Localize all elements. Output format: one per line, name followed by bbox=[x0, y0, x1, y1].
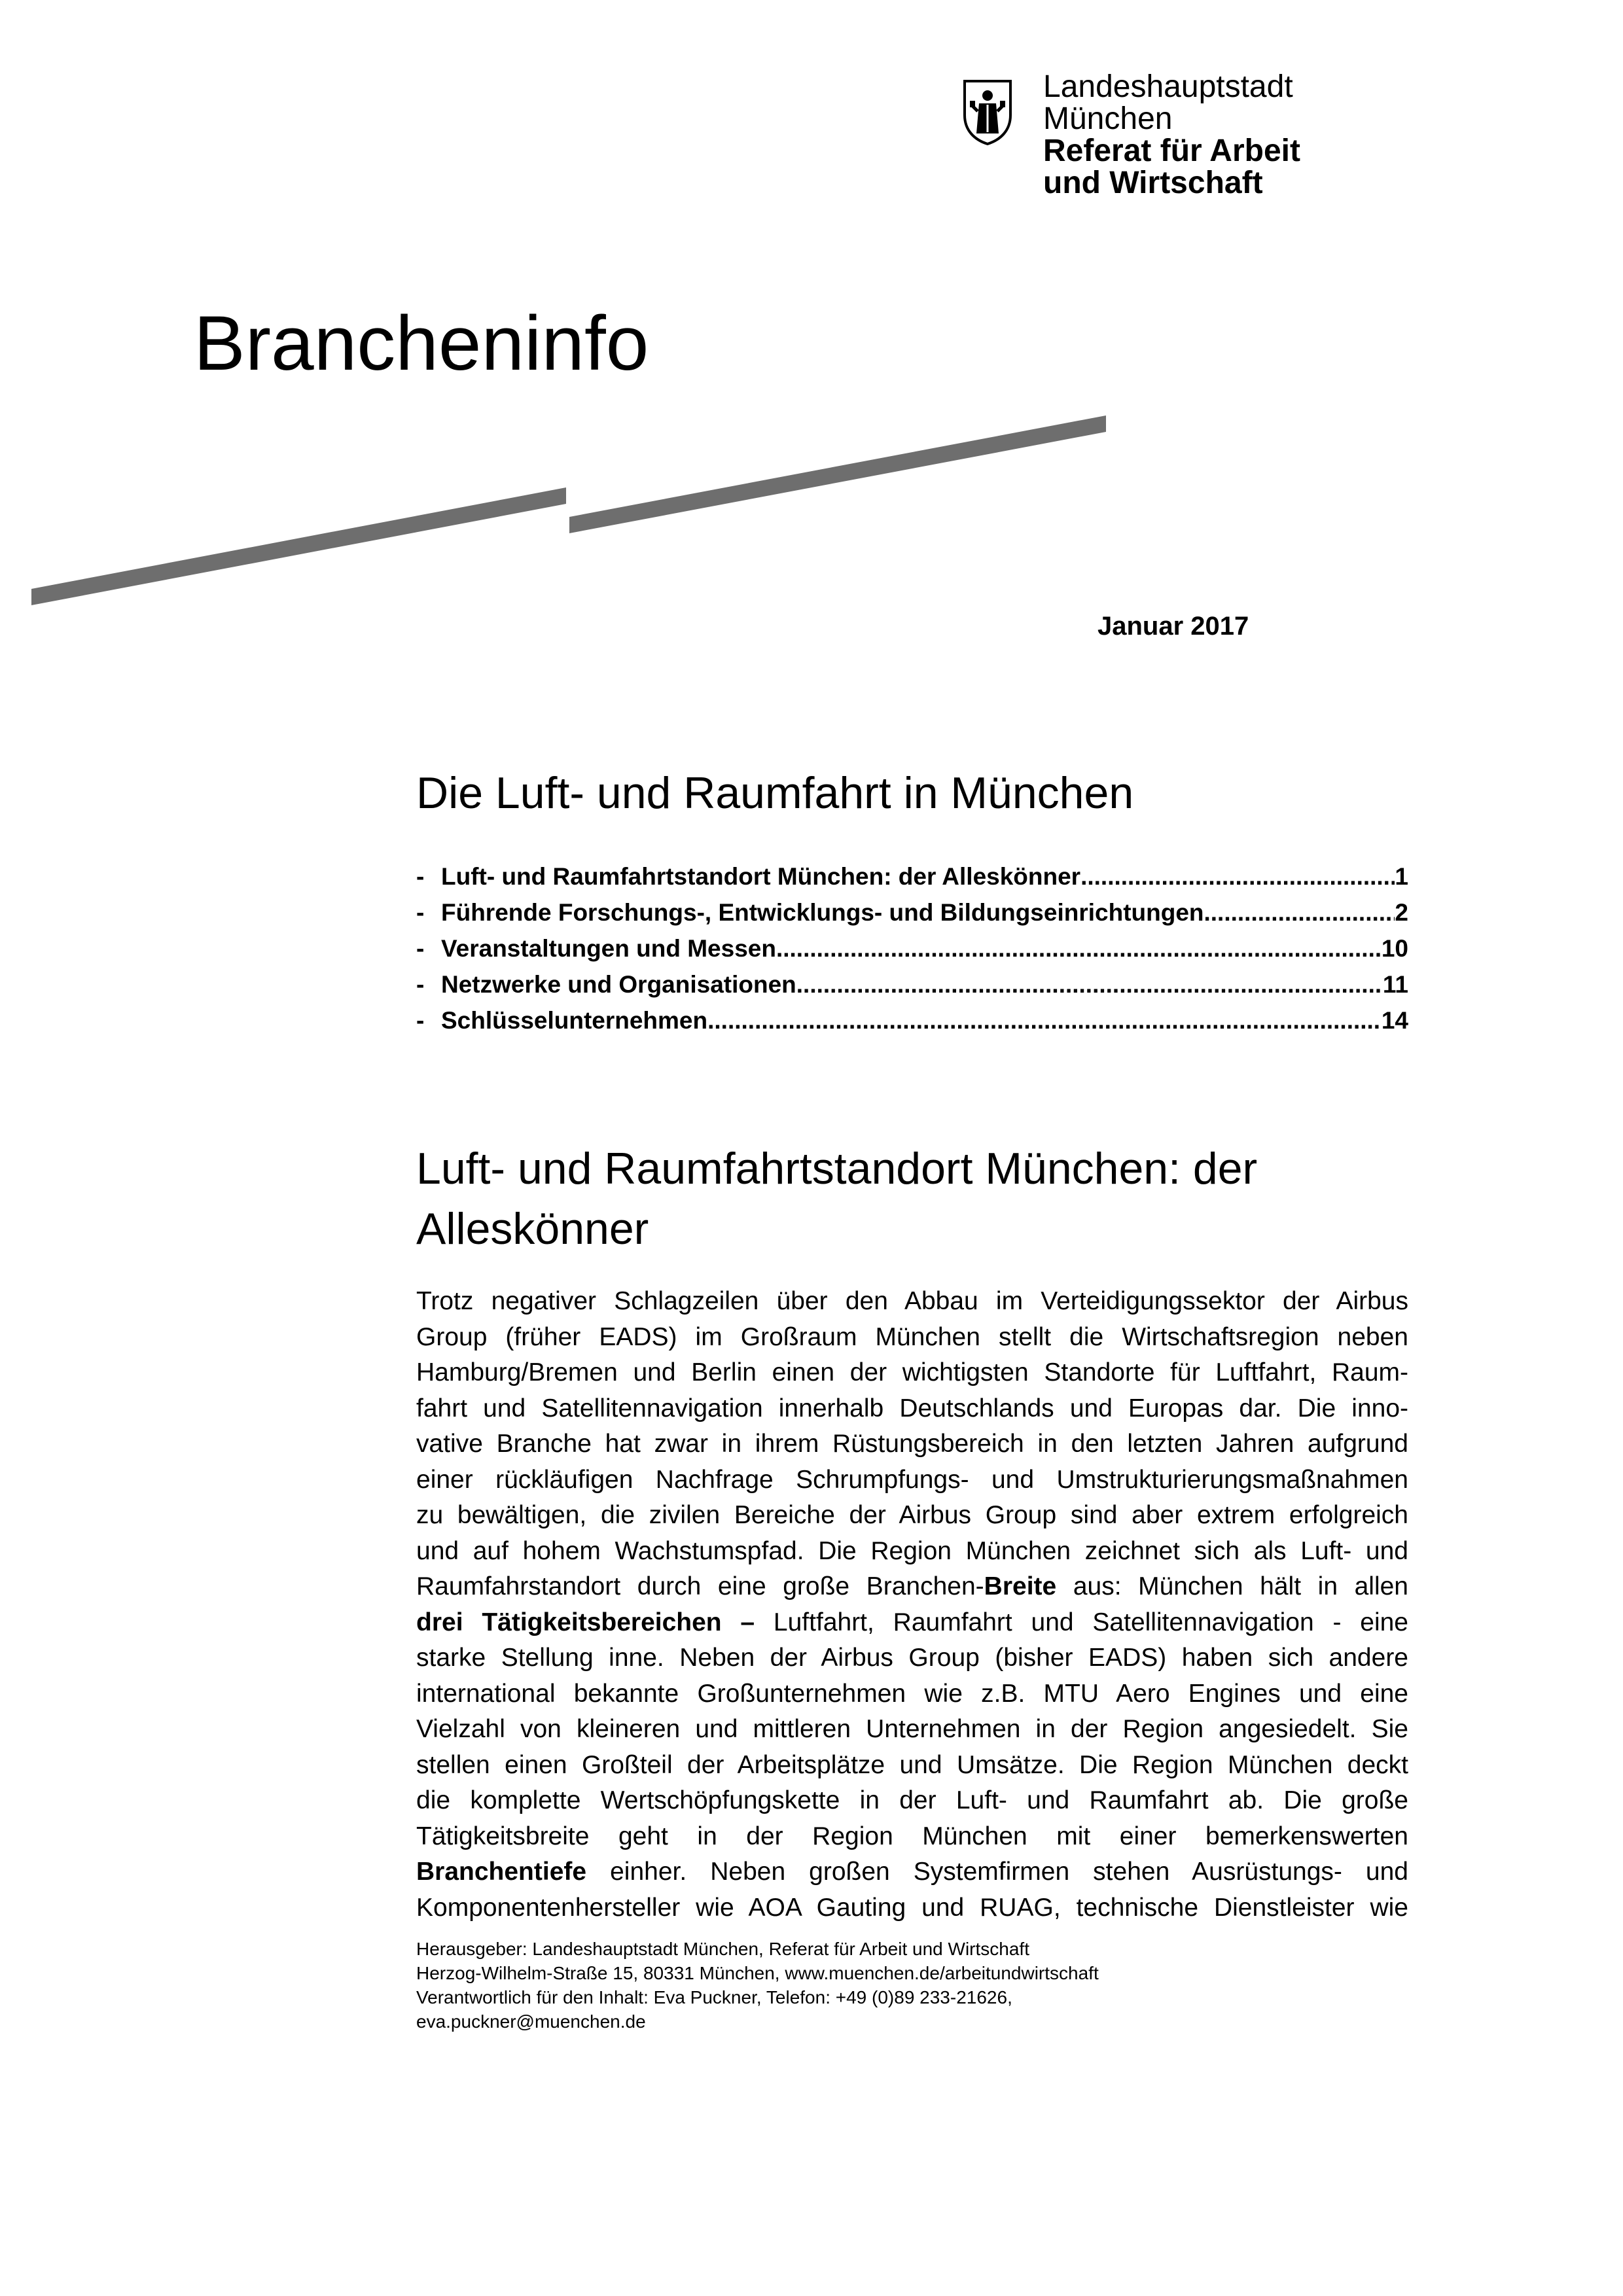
emphasis-taetigkeitsbereiche: drei Tätigkeitsbereichen – bbox=[416, 1608, 755, 1636]
paragraph-line: Komponentenhersteller wie AOA Gauting und RUAG, technische Dienstleister wie bbox=[416, 1893, 1408, 1922]
stripe-left bbox=[31, 487, 566, 605]
footer-address: Herzog-Wilhelm-Straße 15, 80331 München, www.muenchen.de/arbeitundwirtschaft bbox=[416, 1963, 1099, 1983]
section-title-line-1: Luft- und Raumfahrtstandort München: der bbox=[416, 1144, 1258, 1193]
toc-item-page: 11 bbox=[1382, 971, 1408, 998]
toc-item[interactable] bbox=[416, 930, 1408, 966]
paragraph-line: zu bewältigen, die zivilen Bereiche der Airbus Group sind aber extrem erfolgreich bbox=[416, 1501, 1408, 1529]
toc-item-label: Luft- und Raumfahrtstandort München: der Alleskönner bbox=[441, 863, 1081, 890]
publisher-footer bbox=[416, 1937, 1408, 2034]
section-title-line-2: Alleskönner bbox=[416, 1204, 649, 1254]
org-name-line-1: Landeshauptstadt bbox=[1043, 69, 1293, 104]
toc-bullet: - bbox=[416, 1007, 425, 1034]
text-run: aus: München hält in allen bbox=[1056, 1572, 1409, 1600]
toc-item[interactable] bbox=[416, 966, 1408, 1002]
paragraph-line: und auf hohem Wachstumspfad. Die Region München zeichnet sich als Luft- und bbox=[416, 1536, 1408, 1565]
toc-item-label: Netzwerke und Organisationen bbox=[441, 971, 796, 998]
toc-item-page: 10 bbox=[1381, 935, 1408, 962]
paragraph-line: die komplette Wertschöpfungskette in der Luft- und Raumfahrt ab. Die große bbox=[416, 1786, 1408, 1814]
paragraph-line: stellen einen Großteil der Arbeitsplätze und Umsätze. Die Region München deckt bbox=[416, 1750, 1408, 1779]
paragraph-line: einer rückläufigen Nachfrage Schrumpfungs- und Umstrukturierungsmaßnahmen bbox=[416, 1465, 1408, 1494]
toc-bullet: - bbox=[416, 971, 425, 998]
paragraph-line: Hamburg/Bremen und Berlin einen der wichtigsten Standorte für Luftfahrt, Raum- bbox=[416, 1358, 1408, 1386]
publication-date: Januar 2017 bbox=[1097, 612, 1249, 641]
toc-leader-dots bbox=[796, 966, 1383, 1002]
text-run: Luftfahrt, Raumfahrt und Satellitennavigation - eine bbox=[755, 1608, 1408, 1636]
paragraph-line: Trotz negativer Schlagzeilen über den Abbau im Verteidigungssektor der Airbus bbox=[416, 1287, 1408, 1315]
department-line-1: Referat für Arbeit bbox=[1043, 133, 1300, 168]
paragraph-line: Vielzahl von kleineren und mittleren Unternehmen in der Region angesiedelt. Sie bbox=[416, 1715, 1408, 1743]
paragraph-line: Group (früher EADS) im Großraum München stellt die Wirtschaftsregion neben bbox=[416, 1322, 1408, 1351]
toc-item-page: 14 bbox=[1381, 1007, 1408, 1034]
toc-item-page: 1 bbox=[1395, 863, 1408, 890]
text-run: Raumfahrstandort durch eine große Branchen- bbox=[416, 1572, 984, 1600]
toc-bullet: - bbox=[416, 935, 425, 962]
paragraph-line: starke Stellung inne. Neben der Airbus Group (bisher EADS) haben sich andere bbox=[416, 1644, 1408, 1672]
section-title-location bbox=[416, 1139, 1408, 1259]
paragraph-line: fahrt und Satellitennavigation innerhalb Deutschlands und Europas dar. Die inno- bbox=[416, 1394, 1408, 1422]
paragraph-line: international bekannte Großunternehmen wie z.B. MTU Aero Engines und eine bbox=[416, 1679, 1408, 1708]
toc-item-page: 2 bbox=[1395, 899, 1408, 926]
document-title: Brancheninfo bbox=[194, 300, 649, 387]
toc-item[interactable] bbox=[416, 1002, 1408, 1038]
table-of-contents bbox=[416, 858, 1408, 1038]
toc-bullet: - bbox=[416, 899, 425, 926]
toc-leader-dots bbox=[1080, 858, 1395, 894]
section-title-overview: Die Luft- und Raumfahrt in München bbox=[416, 768, 1134, 818]
toc-leader-dots bbox=[776, 930, 1382, 966]
paragraph-line: vative Branche hat zwar in ihrem Rüstungsbereich in den letzten Jahren aufgrund bbox=[416, 1430, 1408, 1458]
toc-item-label: Führende Forschungs-, Entwicklungs- und Bildungseinrichtungen bbox=[441, 899, 1204, 926]
toc-item-label: Schlüsselunternehmen bbox=[441, 1007, 708, 1034]
toc-item[interactable] bbox=[416, 894, 1408, 930]
paragraph-line: Tätigkeitsbreite geht in der Region München mit einer bemerkenswerten bbox=[416, 1822, 1408, 1850]
toc-item-label: Veranstaltungen und Messen bbox=[441, 935, 776, 962]
toc-leader-dots bbox=[707, 1002, 1382, 1038]
footer-responsible: Verantwortlich für den Inhalt: Eva Puckner, Telefon: +49 (0)89 233-21626, bbox=[416, 1987, 1012, 2007]
stripe-right bbox=[569, 415, 1106, 533]
department-line-2: und Wirtschaft bbox=[1043, 166, 1263, 200]
paragraph-line bbox=[416, 1569, 1408, 1605]
emphasis-breite: Breite bbox=[984, 1572, 1057, 1600]
text-run: einher. Neben großen Systemfirmen stehen Ausrüstungs- und bbox=[586, 1858, 1408, 1886]
footer-publisher: Herausgeber: Landeshauptstadt München, Referat für Arbeit und Wirtschaft bbox=[416, 1939, 1029, 1959]
paragraph-line bbox=[416, 1605, 1408, 1641]
munich-coat-of-arms-icon bbox=[962, 77, 1013, 145]
toc-item[interactable] bbox=[416, 858, 1408, 894]
org-name-line-2: München bbox=[1043, 101, 1173, 136]
body-paragraph bbox=[416, 1284, 1408, 1926]
toc-bullet: - bbox=[416, 863, 425, 890]
toc-leader-dots bbox=[1204, 894, 1395, 930]
paragraph-line bbox=[416, 1854, 1408, 1890]
footer-email: eva.puckner@muenchen.de bbox=[416, 2011, 646, 2032]
emphasis-branchentiefe: Branchentiefe bbox=[416, 1858, 587, 1886]
decorative-stripes bbox=[0, 393, 1126, 622]
